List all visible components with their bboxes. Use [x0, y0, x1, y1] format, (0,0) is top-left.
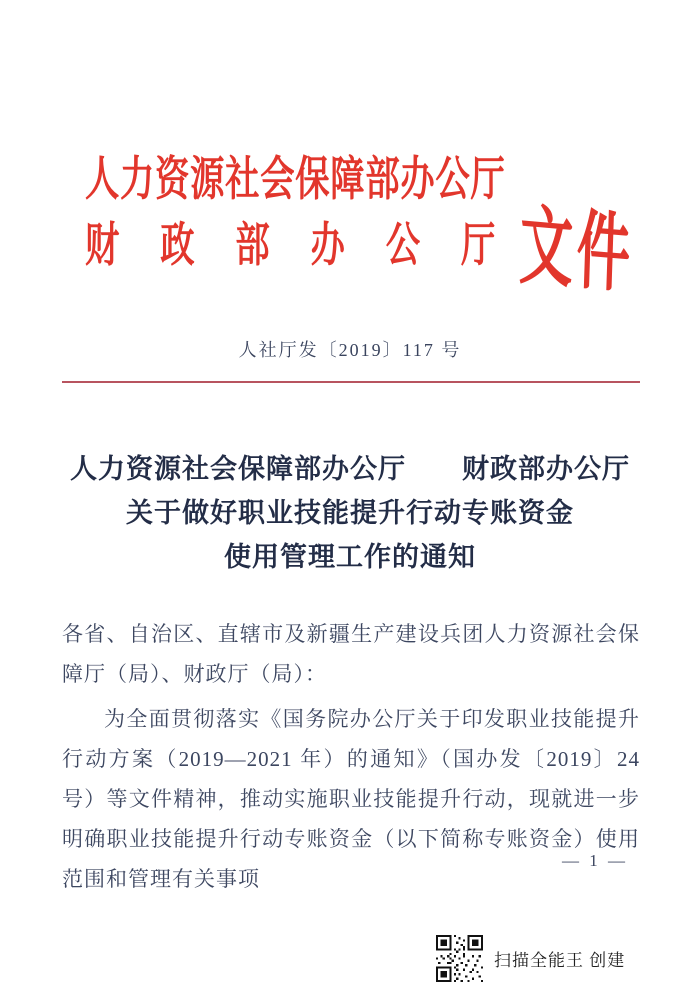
issuing-org-line1: 人力资源社会保障部办公厅	[85, 154, 506, 206]
issuing-org-line2: 财政部办公厅	[85, 220, 537, 272]
title-line-1: 人力资源社会保障部办公厅 财政部办公厅	[70, 454, 630, 484]
document-body	[62, 614, 640, 899]
title-line-3: 使用管理工作的通知	[224, 542, 476, 572]
qr-code-icon	[436, 935, 483, 982]
document-title	[0, 447, 700, 579]
document-number: 人社厅发〔2019〕117 号	[238, 340, 462, 360]
page-number: — 1 —	[562, 851, 628, 870]
body-paragraph: 为全面贯彻落实《国务院办公厅关于印发职业技能提升行动方案（2019—2021 年）的通知》（国办发〔2019〕24 号）等文件精神，推动实施职业技能提升行动，现就进一步明确职业技能提升行动专账资金（以下简称专账资金）使用范围和管理有关事项	[62, 707, 640, 891]
letterhead	[85, 148, 645, 304]
title-line-2: 关于做好职业技能提升行动专账资金	[126, 498, 574, 528]
red-divider-line	[62, 381, 640, 383]
scanner-label: 扫描全能王 创建	[494, 951, 626, 970]
issuing-orgs	[85, 148, 536, 280]
scanner-footer	[436, 935, 625, 982]
salutation-line: 各省、自治区、直辖市及新疆生产建设兵团人力资源社会保障厅（局）、财政厅（局）：	[62, 622, 640, 686]
document-mark: 文件	[518, 197, 636, 304]
